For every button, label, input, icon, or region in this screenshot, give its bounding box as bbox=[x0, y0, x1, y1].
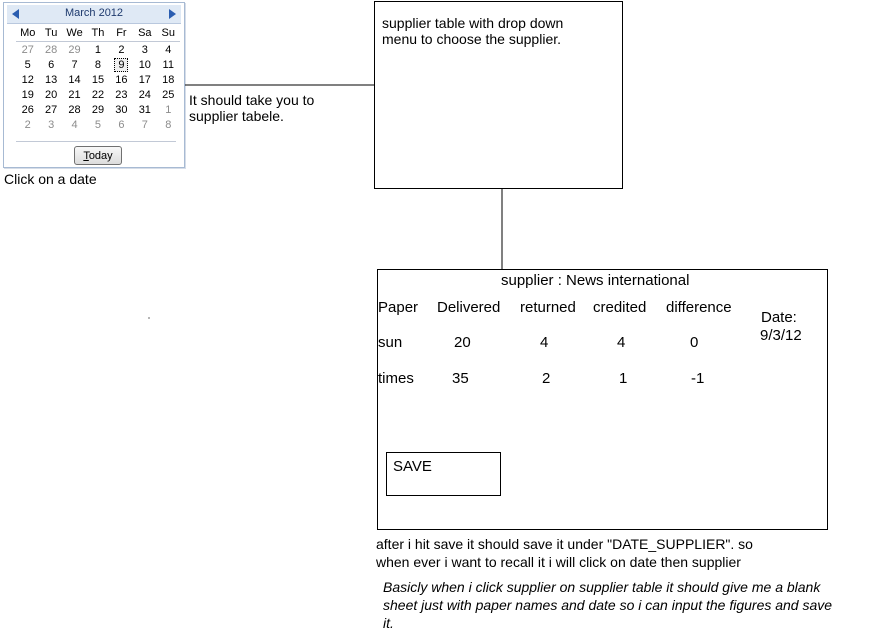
row-times-difference: -1 bbox=[691, 370, 705, 387]
calendar-day[interactable]: 7 bbox=[141, 118, 148, 131]
basically-line-3: it. bbox=[383, 615, 394, 631]
today-accelerator: T bbox=[83, 149, 89, 162]
calendar-day[interactable]: 29 bbox=[91, 103, 105, 116]
weekday-label: Mo bbox=[16, 25, 39, 42]
calendar-day[interactable]: 30 bbox=[115, 103, 128, 116]
basically-line-1: Basicly when i click supplier on supplier table it should give me a blank bbox=[383, 579, 821, 595]
basically-note bbox=[383, 578, 832, 632]
weekday-label: Sa bbox=[133, 25, 156, 42]
supplier-box-line-2: menu to choose the supplier. bbox=[382, 31, 562, 47]
after-save-note bbox=[376, 535, 753, 571]
weekday-label: Su bbox=[157, 25, 180, 42]
sheet-date-label: Date: bbox=[761, 309, 797, 326]
calendar-day[interactable]: 6 bbox=[48, 58, 55, 71]
calendar-day[interactable]: 20 bbox=[45, 88, 58, 101]
supplier-box-line-1: supplier table with drop down bbox=[382, 15, 564, 31]
calendar-day[interactable]: 6 bbox=[118, 118, 125, 131]
calendar-day[interactable]: 19 bbox=[21, 88, 34, 101]
header-returned: returned bbox=[520, 299, 576, 316]
calendar-day[interactable]: 26 bbox=[21, 103, 34, 116]
supplier-table-box bbox=[374, 1, 623, 189]
header-difference: difference bbox=[666, 299, 732, 316]
calendar-day[interactable]: 18 bbox=[162, 73, 175, 86]
header-credited: credited bbox=[593, 299, 647, 316]
sheet-date-value: 9/3/12 bbox=[760, 327, 802, 344]
after-save-line-1: after i hit save it should save it under "DATE_SUPPLIER". so bbox=[376, 536, 753, 552]
calendar-day[interactable]: 17 bbox=[138, 73, 151, 86]
calendar-day[interactable]: 12 bbox=[21, 73, 34, 86]
calendar-day[interactable]: 4 bbox=[165, 43, 172, 56]
row-sun-paper: sun bbox=[378, 334, 403, 351]
calendar-day[interactable]: 10 bbox=[138, 58, 151, 71]
save-button[interactable]: SAVE bbox=[386, 452, 501, 496]
weekday-label: Th bbox=[86, 25, 109, 42]
sheet-supplier-title: supplier : News international bbox=[501, 272, 690, 289]
row-times-paper: times bbox=[378, 370, 414, 387]
supplier-box-text bbox=[382, 15, 563, 47]
calendar-day[interactable]: 5 bbox=[24, 58, 31, 71]
calendar-day[interactable]: 29 bbox=[68, 43, 81, 56]
take-to-supplier-line-1: It should take you to bbox=[189, 92, 315, 108]
weekday-label: We bbox=[63, 25, 86, 42]
calendar-day[interactable]: 31 bbox=[138, 103, 151, 116]
calendar-day[interactable]: 2 bbox=[118, 43, 125, 56]
calendar-day[interactable]: 28 bbox=[68, 103, 81, 116]
row-sun-credited[interactable]: 4 bbox=[617, 334, 626, 351]
calendar-day[interactable]: 24 bbox=[138, 88, 151, 101]
row-times-credited[interactable]: 1 bbox=[619, 370, 628, 387]
row-times-returned[interactable]: 2 bbox=[542, 370, 551, 387]
calendar-day[interactable]: 28 bbox=[45, 43, 58, 56]
calendar-day[interactable]: 5 bbox=[94, 118, 102, 131]
basically-line-2: sheet just with paper names and date so i can input the figures and save bbox=[383, 597, 833, 613]
calendar-day[interactable]: 2 bbox=[24, 118, 31, 131]
calendar-day[interactable]: 23 bbox=[115, 88, 128, 101]
header-delivered: Delivered bbox=[437, 299, 501, 316]
calendar-day[interactable]: 8 bbox=[94, 58, 102, 71]
stray-dot bbox=[148, 317, 149, 318]
calendar-day[interactable]: 11 bbox=[162, 58, 174, 71]
calendar-day[interactable]: 27 bbox=[45, 103, 58, 116]
calendar-day[interactable]: 16 bbox=[115, 73, 128, 86]
calendar-day[interactable]: 3 bbox=[141, 43, 148, 56]
today-label: oday bbox=[88, 149, 113, 162]
row-sun-difference: 0 bbox=[690, 334, 699, 351]
calendar-day[interactable]: 13 bbox=[45, 73, 58, 86]
take-to-supplier-note bbox=[189, 92, 314, 124]
calendar-day[interactable]: 4 bbox=[71, 118, 78, 131]
calendar-day[interactable]: 14 bbox=[68, 73, 81, 86]
selected-day-label: 9 bbox=[114, 58, 128, 72]
row-sun-returned[interactable]: 4 bbox=[540, 334, 549, 351]
calendar-day[interactable]: 22 bbox=[91, 88, 105, 101]
row-times-delivered[interactable]: 35 bbox=[452, 370, 469, 387]
calendar-day[interactable]: 3 bbox=[48, 118, 55, 131]
calendar-day[interactable]: 27 bbox=[21, 43, 34, 56]
row-sun-delivered[interactable]: 20 bbox=[454, 334, 471, 351]
click-date-note: Click on a date bbox=[4, 171, 97, 187]
calendar-day[interactable]: 1 bbox=[165, 103, 172, 116]
after-save-line-2: when ever i want to recall it i will click on date then supplier bbox=[376, 554, 741, 570]
calendar-month-title: March 2012 bbox=[64, 7, 124, 19]
calendar-day[interactable]: 8 bbox=[165, 118, 172, 131]
calendar-day[interactable]: 1 bbox=[94, 43, 102, 56]
calendar-day[interactable]: 7 bbox=[71, 58, 78, 71]
calendar-day[interactable]: 15 bbox=[91, 73, 105, 86]
take-to-supplier-line-2: supplier tabele. bbox=[189, 108, 284, 124]
weekday-label: Fr bbox=[110, 25, 133, 42]
calendar-day[interactable]: 25 bbox=[162, 88, 175, 101]
header-paper: Paper bbox=[378, 299, 419, 316]
calendar-day[interactable]: 21 bbox=[68, 88, 81, 101]
weekday-label: Tu bbox=[39, 25, 62, 42]
